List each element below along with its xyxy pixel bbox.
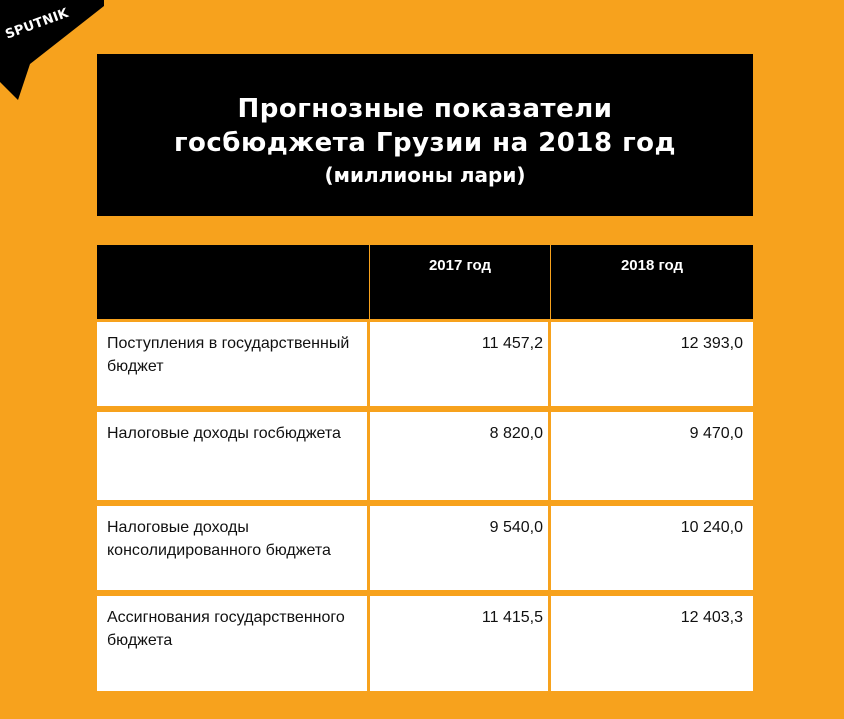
value-2017: 9 540,0 [489,519,543,536]
row-label: Поступления в государственный бюджет [107,335,350,375]
title-subtitle: (миллионы лари) [324,163,526,187]
row-label: Налоговые доходы госбюджета [107,425,341,442]
table-header [97,245,753,319]
value-2017: 11 415,5 [481,609,543,626]
value-2018: 12 403,3 [680,609,743,626]
title-line-1: Прогнозные показатели [237,94,613,124]
table-row [97,322,753,406]
cell-separator [548,596,551,691]
table-row [97,596,753,691]
row-label: Налоговые доходы консолидированного бюджета [107,519,331,559]
table-row [97,506,753,590]
cell-separator [367,596,370,691]
title-box [97,54,753,216]
value-2018: 12 393,0 [680,335,743,352]
title-line-2: госбюджета Грузии на 2018 год [173,128,677,158]
cell-separator [367,322,370,406]
value-2017: 8 820,0 [489,425,543,442]
cell-separator [548,412,551,500]
value-2018: 9 470,0 [689,425,743,442]
budget-table [97,245,753,691]
cell-separator [367,412,370,500]
sputnik-logo [0,0,112,100]
cell-separator [548,322,551,406]
cell-separator [367,506,370,590]
column-header-2018: 2018 год [620,257,684,274]
row-label: Ассигнования государственного бюджета [107,609,345,649]
cell-separator [548,506,551,590]
value-2017: 11 457,2 [481,335,543,352]
logo-text: SPUTNIK [3,5,71,43]
value-2018: 10 240,0 [680,519,743,536]
table-row [97,412,753,500]
column-header-2017: 2017 год [428,257,492,274]
